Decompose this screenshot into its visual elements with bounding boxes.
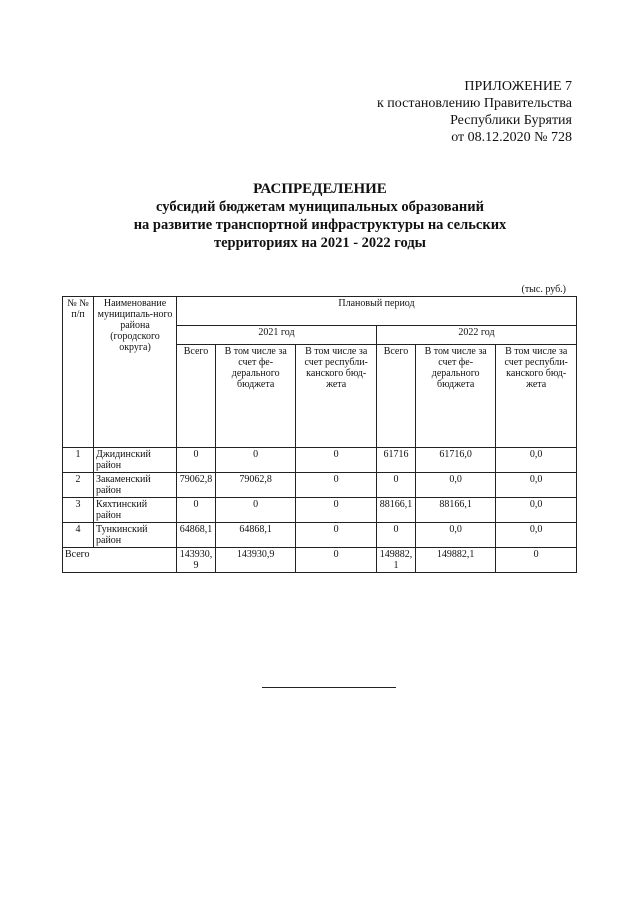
row-total-2022: 88166,1: [376, 498, 415, 523]
row-federal-2022: 0,0: [415, 473, 495, 498]
appendix-header: [377, 78, 572, 146]
footer-divider: [262, 687, 396, 688]
col-header-name: Наименование муниципаль-ного района (городского округа): [94, 297, 177, 448]
col-header-year-2021: 2021 год: [177, 326, 377, 345]
row-federal-2022: 61716,0: [415, 448, 495, 473]
col-header-republic-2022: В том числе за счет республи-канского бюд-жета: [496, 345, 577, 448]
row-republic-2022: 0,0: [496, 523, 577, 548]
row-republic-2021: 0: [296, 473, 377, 498]
appendix-number: ПРИЛОЖЕНИЕ 7: [464, 79, 572, 94]
table-row: [63, 498, 577, 523]
col-header-federal-2021: В том числе за счет фе-дерального бюджета: [215, 345, 295, 448]
row-total-2021: 79062,8: [177, 473, 216, 498]
col-header-number: № № п/п: [63, 297, 94, 448]
document-title: [0, 180, 640, 252]
col-header-plan-period: Плановый период: [177, 297, 577, 326]
row-number: 1: [63, 448, 94, 473]
total-2022: 149882, 1: [376, 548, 415, 573]
row-district: Кяхтинский район: [94, 498, 177, 523]
table-row: [63, 448, 577, 473]
total-republic-2021: 0: [296, 548, 377, 573]
col-header-year-2022: 2022 год: [376, 326, 576, 345]
row-number: 4: [63, 523, 94, 548]
total-2021: 143930, 9: [177, 548, 216, 573]
row-republic-2021: 0: [296, 498, 377, 523]
row-republic-2022: 0,0: [496, 498, 577, 523]
appendix-ref-republic: Республики Бурятия: [450, 113, 572, 128]
col-header-total-2022: Всего: [376, 345, 415, 448]
units-label: (тыс. руб.): [521, 284, 566, 295]
total-federal-2021: 143930,9: [215, 548, 295, 573]
row-federal-2022: 88166,1: [415, 498, 495, 523]
row-total-2022: 0: [376, 523, 415, 548]
row-republic-2022: 0,0: [496, 448, 577, 473]
appendix-date: от 08.12.2020 № 728: [451, 130, 572, 145]
row-federal-2022: 0,0: [415, 523, 495, 548]
row-total-2021: 0: [177, 498, 216, 523]
total-label: Всего: [63, 548, 177, 573]
row-number: 3: [63, 498, 94, 523]
row-total-2022: 0: [376, 473, 415, 498]
row-district: Тункинский район: [94, 523, 177, 548]
row-federal-2021: 0: [215, 448, 295, 473]
row-total-2022: 61716: [376, 448, 415, 473]
title-main: РАСПРЕДЕЛЕНИЕ: [253, 181, 387, 197]
row-total-2021: 0: [177, 448, 216, 473]
row-republic-2021: 0: [296, 448, 377, 473]
subsidy-table: [62, 296, 577, 573]
table-row: [63, 473, 577, 498]
title-line-2: субсидий бюджетам муниципальных образований: [156, 199, 484, 215]
title-line-4: территориях на 2021 - 2022 годы: [213, 235, 426, 251]
appendix-ref: к постановлению Правительства: [376, 96, 572, 111]
row-district: Джидинский район: [94, 448, 177, 473]
total-federal-2022: 149882,1: [415, 548, 495, 573]
col-header-federal-2022: В том числе за счет фе-дерального бюджета: [415, 345, 495, 448]
row-republic-2022: 0,0: [496, 473, 577, 498]
row-federal-2021: 0: [215, 498, 295, 523]
row-district: Закаменский район: [94, 473, 177, 498]
row-federal-2021: 64868,1: [215, 523, 295, 548]
col-header-republic-2021: В том числе за счет республи-канского бюд-жета: [296, 345, 377, 448]
total-republic-2022: 0: [496, 548, 577, 573]
table-total-row: [63, 548, 577, 573]
row-total-2021: 64868,1: [177, 523, 216, 548]
row-republic-2021: 0: [296, 523, 377, 548]
row-number: 2: [63, 473, 94, 498]
col-header-total-2021: Всего: [177, 345, 216, 448]
table-row: [63, 523, 577, 548]
row-federal-2021: 79062,8: [215, 473, 295, 498]
title-line-3: на развитие транспортной инфраструктуры на сельских: [133, 217, 507, 233]
